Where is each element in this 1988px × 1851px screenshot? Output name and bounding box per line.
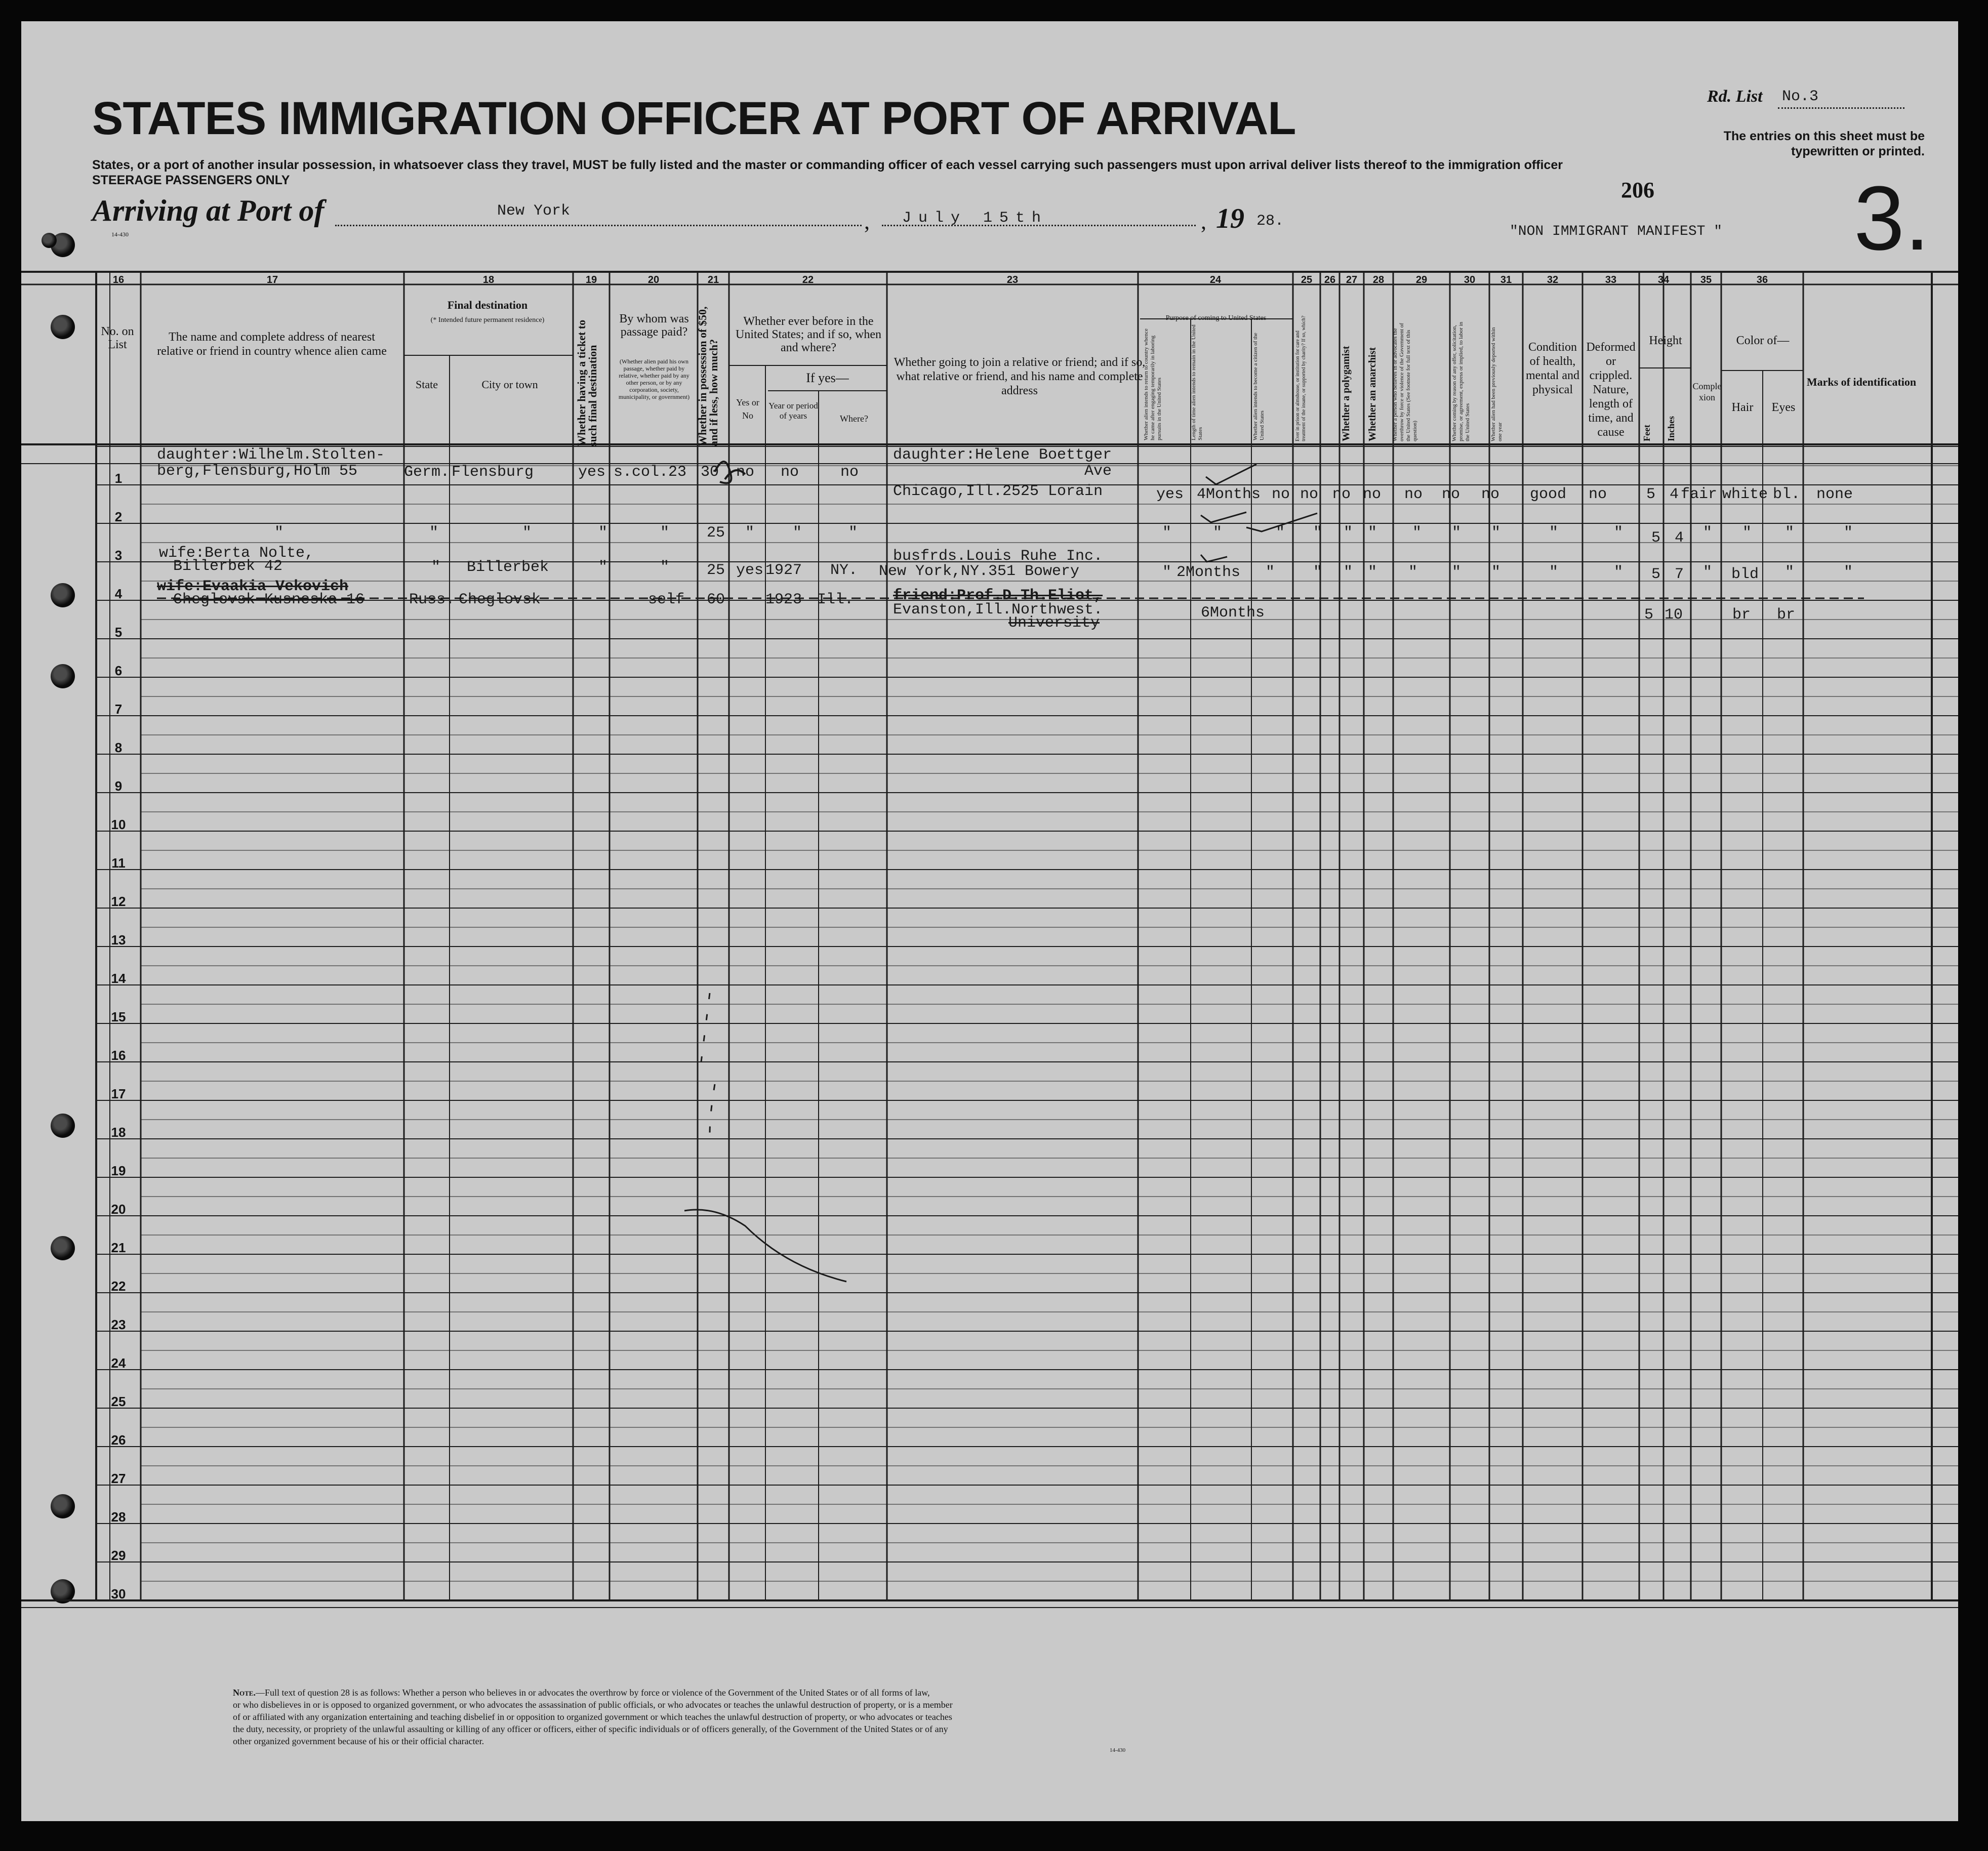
entry-4-state: Russ. (409, 591, 455, 608)
entry-2-citizen-ditto: " (1276, 524, 1285, 542)
header-final-destination: Final destination (447, 299, 528, 311)
page-number: 206 (1621, 178, 1654, 202)
row-number: 27 (111, 1471, 126, 1486)
entry-2-prison-ditto: " (1313, 524, 1323, 542)
entry-3-length: 2Months (1176, 564, 1241, 581)
entry-3-hair: bld (1731, 566, 1759, 583)
column-number: 25 (1301, 274, 1313, 285)
row-number: 21 (111, 1240, 126, 1255)
entry-3-feet: 5 (1651, 566, 1661, 583)
entry-2-passage-ditto: " (660, 524, 670, 542)
entry-3-q30-ditto: " (1491, 564, 1501, 581)
entry-1-year: no (781, 464, 799, 481)
entry-3-joining-line2: New York,NY.351 Bowery (879, 563, 1080, 580)
column-number: 18 (482, 274, 495, 285)
entry-2-where-ditto: " (848, 524, 858, 542)
row-number: 7 (114, 702, 123, 717)
row-number: 29 (111, 1548, 126, 1563)
entry-2-money: 25 (707, 524, 725, 542)
entry-1-feet: 5 (1646, 486, 1656, 503)
entry-2-q29-ditto: " (1452, 524, 1462, 542)
header-city: City or town (481, 378, 538, 391)
column-number: 36 (1756, 274, 1768, 285)
column-number: 32 (1547, 274, 1559, 285)
list-number: No.3 (1782, 88, 1819, 105)
entry-1-citizen: no (1272, 486, 1290, 503)
header-eyes: Eyes (1771, 401, 1796, 414)
column-number: 26 (1324, 274, 1336, 285)
entry-2-marks-ditto: " (1844, 524, 1853, 542)
entry-1-before: no (736, 464, 755, 481)
entry-1-complexion: fair (1681, 486, 1718, 503)
entry-3-before: yes (736, 562, 764, 579)
form-subtitle: States, or a port of another insular possession, in whatsoever class they travel, MUST be fully listed and the master or commanding officer of each vessel carrying such passengers must upon arrival deliver lists thereof to the immigration officer (92, 158, 1563, 172)
entry-4-relative-line2: Cheglovsk Kusneska 16 (173, 591, 365, 608)
column-number: 21 (707, 274, 719, 285)
entry-2-state-ditto: " (429, 524, 439, 542)
header-purpose: Purpose of coming to United States (1165, 314, 1267, 322)
entry-2-feet: 5 (1651, 529, 1661, 547)
column-number: 23 (1006, 274, 1019, 285)
header-purpose-return: Whether alien intends to return to country whence he came after engaging temporarily in laboring pursuits in the United States (1143, 328, 1162, 440)
header-polygamist: Whether a polygamist (1341, 346, 1352, 441)
entry-2-ticket-ditto: " (598, 524, 608, 542)
pencil-stroke (684, 1210, 846, 1282)
entry-1-money: 30 (701, 464, 719, 481)
checkmark (1201, 555, 1227, 562)
row-number: 6 (114, 663, 123, 678)
header-final-destination-note: (* Intended future permanent residence) (430, 316, 545, 324)
entry-4-joining-line2: Evanston,Ill.Northwest. (893, 601, 1103, 619)
entry-1-purpose: yes (1156, 486, 1184, 503)
header-passage: By whom was passage paid? (619, 312, 689, 339)
header-ticket: Whether having a ticket to such final destination (575, 319, 599, 446)
column-number: 19 (585, 274, 597, 285)
entry-4-joining-line1: friend:Prof.D.Th.Eliot, (893, 587, 1103, 604)
column-number: 33 (1605, 274, 1617, 285)
header-question-29: Whether coming by reason of any offer, solicitation, promise, or agreement, express or implied, to labor in the United States (1451, 321, 1471, 441)
row-number: 10 (111, 817, 126, 832)
entry-1-passage: s.col.23 (614, 464, 687, 481)
row-number: 5 (114, 625, 123, 640)
entry-2-purpose-ditto: " (1162, 524, 1172, 542)
entry-4-relative-line1: wife:Evaakia Vekovich (157, 578, 349, 595)
header-length-of-stay: Length of time alien intends to remain in the United States (1191, 324, 1203, 440)
year-prefix: 19 (1216, 203, 1244, 234)
entry-3-year: 1927 (765, 562, 802, 579)
header-yes-no: Yes or No (736, 397, 759, 421)
column-number: 27 (1346, 274, 1358, 285)
entry-2-polygamist-ditto: " (1344, 524, 1353, 542)
entry-2-length-ditto: " (1213, 524, 1223, 542)
entry-2-relative-ditto: " (274, 524, 284, 542)
footnote (233, 1687, 953, 1747)
comma: , (864, 209, 870, 234)
entry-1-anarchist: no (1363, 486, 1382, 503)
entry-1-relative-line1: daughter:Wilhelm.Stolten- (157, 446, 385, 464)
header-height: Height (1649, 334, 1682, 347)
entry-3-joining-line1: busfrds.Louis Ruhe Inc. (893, 548, 1103, 565)
entry-1-prison: no (1300, 486, 1319, 503)
entry-4-year: 1923 (765, 591, 802, 608)
column-number: 35 (1700, 274, 1712, 285)
row-number: 3 (114, 548, 123, 563)
arriving-label: Arriving at Port of (92, 194, 324, 227)
entry-1-joining-line3: Chicago,Ill.2525 Lorain (893, 483, 1103, 500)
column-number: 17 (266, 274, 278, 285)
header-prison: Ever in prison or almshouse, or institution for care and treatment of the insane, or supported by charity? If so, which? (1295, 315, 1307, 441)
entry-4-city: Cheglovsk (459, 591, 541, 608)
entry-3-complexion-ditto: " (1703, 564, 1713, 581)
header-anarchist: Whether an anarchist (1367, 347, 1378, 441)
checkmark (1206, 464, 1256, 484)
header-marks: Marks of identification (1806, 376, 1917, 388)
entry-2-anarchist-ditto: " (1368, 524, 1377, 542)
entry-1-deformed: no (1589, 486, 1607, 503)
entry-4-inches: 10 (1665, 606, 1683, 624)
column-number: 34 (1657, 274, 1670, 285)
row-number: 2 (114, 509, 123, 524)
footnote-line: or who disbelieves in or is opposed to organized government, or who advocates the assassination of public officials, or who advocates or teaches the unlawful destruction of property, or is a member (233, 1700, 953, 1710)
entry-1-joining-line1: daughter:Helene Boettger (893, 446, 1112, 464)
footnote-line: of or affiliated with any organization entertaining and teaching disbelief in or opposition to organized government or which teaches the unlawful destruction of property, or who advocates or teaches (233, 1712, 952, 1722)
entry-3-relative-line1: wife:Berta Nolte, (159, 545, 314, 562)
entry-3-health-ditto: " (1549, 564, 1559, 581)
column-number: 24 (1209, 274, 1222, 285)
comma: , (1201, 209, 1206, 234)
year-suffix: 28. (1256, 213, 1284, 230)
entry-1-polygamist: no (1332, 486, 1351, 503)
row-number: 4 (114, 586, 123, 601)
handwritten-marks (21, 21, 1958, 1821)
row-number: 25 (111, 1394, 126, 1409)
row-number: 26 (111, 1432, 126, 1448)
steerage-label: STEERAGE PASSENGERS ONLY (92, 173, 290, 187)
header-no-on-list: No. on List (101, 325, 134, 351)
pencil-stroke (700, 993, 715, 1135)
entry-2-eyes-ditto: " (1785, 524, 1795, 542)
entry-1-marks: none (1816, 486, 1853, 503)
header-joining: Whether going to join a relative or friend; and if so, what relative or friend, and his name and complete address (894, 356, 1146, 397)
money-correction-mark (715, 462, 745, 483)
header-deformed: Deformed or crippled. Nature, length of time, and cause (1586, 341, 1636, 439)
header-if-yes: If yes— (806, 371, 849, 385)
header-relative: The name and complete address of nearest relative or friend in country whence alien came (157, 331, 387, 358)
header-become-citizen: Whether alien intends to become a citizen of the United States (1252, 333, 1265, 440)
header-health: Condition of health, mental and physical (1526, 341, 1579, 396)
header-complexion: Complexion (1692, 381, 1722, 402)
entry-1-relative-line2: berg,Flensburg,Holm 55 (157, 463, 358, 480)
entry-1-joining-line2: Ave (1084, 463, 1112, 480)
entry-1-eyes: bl. (1773, 486, 1801, 503)
column-number: 28 (1372, 274, 1385, 285)
form-title: STATES IMMIGRATION OFFICER AT PORT OF ARRIVAL (92, 93, 1296, 144)
header-where: Where? (840, 414, 868, 424)
row-number: 15 (111, 1009, 126, 1024)
row-number: 16 (111, 1048, 126, 1063)
header-inches: Inches (1666, 416, 1676, 441)
entry-1-health: good (1530, 486, 1567, 503)
header-question-28: Whether a person who believes in or advocates the overthrow by force or violence of the Government of the United States (See footnote for full text of this question) (1392, 323, 1418, 441)
entry-2-inches: 4 (1675, 529, 1684, 547)
entry-4-passage: self (648, 591, 685, 608)
row-number: 1 (114, 471, 123, 486)
row-number: 9 (114, 778, 123, 794)
row-number: 13 (111, 932, 126, 948)
row-number: 20 (111, 1202, 126, 1217)
entry-3-inches: 7 (1675, 566, 1684, 583)
entry-3-passage-ditto: " (660, 559, 670, 576)
entry-1-hair: white (1722, 486, 1768, 503)
header-year-period: Year or period of years (768, 401, 818, 421)
entry-1-inches: 4 (1670, 486, 1679, 503)
row-number: 12 (111, 894, 126, 909)
entry-3-prison-ditto: " (1313, 564, 1323, 581)
entry-2-q30-ditto: " (1491, 524, 1501, 542)
entry-4-hair: br (1732, 606, 1751, 624)
entry-2-before-ditto: " (745, 524, 755, 542)
big-sheet-number: 3. (1854, 168, 1930, 269)
typewritten-note: The entries on this sheet must be typewritten or printed. (1723, 129, 1925, 158)
row-number: 11 (111, 855, 126, 871)
entry-1-where: no (840, 464, 859, 481)
entry-4-feet: 5 (1644, 606, 1654, 624)
entry-4-eyes: br (1777, 606, 1796, 624)
entry-4-length: 6Months (1201, 604, 1265, 622)
footnote-line: other organized government because of his or their official character. (233, 1736, 484, 1746)
row-number: 14 (111, 971, 126, 986)
header-feet: Feet (1642, 425, 1652, 441)
entry-1-q28: no (1404, 486, 1423, 503)
column-number: 22 (802, 274, 814, 285)
list-label: Rd. List (1707, 87, 1763, 106)
entry-1-state: Germ. (404, 464, 450, 481)
entry-3-where: NY. (830, 562, 858, 579)
row-number: 28 (111, 1509, 126, 1525)
entry-3-polygamist-ditto: " (1344, 564, 1353, 581)
column-number: 29 (1415, 274, 1428, 285)
form-code: 14-430 (111, 231, 129, 238)
entry-1-ticket: yes (578, 464, 606, 481)
entry-1-length: 4Months (1197, 486, 1261, 503)
entry-2-q28-ditto: " (1412, 524, 1422, 542)
entry-3-anarchist-ditto: " (1368, 564, 1377, 581)
header-color-of: Color of— (1736, 334, 1790, 347)
row-number: 24 (111, 1355, 126, 1371)
entry-3-state-ditto: " (431, 559, 441, 576)
manifest-sheet (21, 21, 1958, 1821)
entry-3-ticket-ditto: " (598, 559, 608, 576)
entry-4-joining-line3: University (1008, 614, 1100, 632)
entry-2-city-ditto: " (522, 524, 532, 542)
header-passage-note: (Whether alien paid his own passage, whether paid by relative, whether paid by any other person, or by any corporation, society, municipality, or government) (618, 358, 690, 400)
entry-3-marks-ditto: " (1844, 564, 1853, 581)
entry-1-city: Flensburg (452, 464, 534, 481)
footnote-line: —Full text of question 28 is as follows: Whether a person who believes in or advocates the overthrow by force or violence of the Government of the United States or of all forms of law, (255, 1688, 930, 1698)
entry-3-city: Billerbek (467, 559, 549, 576)
row-number: 8 (114, 740, 123, 755)
column-number: 31 (1500, 274, 1512, 285)
entry-3-q28-ditto: " (1408, 564, 1418, 581)
date-value: July 15th (902, 210, 1048, 227)
entry-4-where: Ill. (817, 591, 854, 608)
entry-3-money: 25 (707, 562, 725, 579)
entry-3-relative-line2: Billerbek 42 (173, 558, 283, 575)
row-number: 22 (111, 1279, 126, 1294)
entry-1-q30: no (1481, 486, 1500, 503)
footnote-label: Note. (233, 1688, 256, 1698)
column-number: 20 (647, 274, 660, 285)
entry-3-deformed-ditto: " (1614, 564, 1624, 581)
footnote-line: the duty, necessity, or propriety of the unlawful assaulting or killing of any officer or officers, either of specific individuals or of officers generally, of the Government of the United States or of any (233, 1724, 948, 1734)
entry-2-deformed-ditto: " (1614, 524, 1624, 542)
row-number: 18 (111, 1125, 126, 1140)
row-number: 19 (111, 1163, 126, 1178)
entry-3-citizen-ditto: " (1266, 564, 1275, 581)
header-state: State (416, 378, 438, 391)
entry-3-q29-ditto: " (1452, 564, 1462, 581)
header-question-30: Whether alien had been previously deported within one year (1490, 327, 1503, 441)
header-hair: Hair (1731, 401, 1754, 414)
entry-2-year-ditto: " (793, 524, 802, 542)
column-number: 30 (1464, 274, 1476, 285)
header-before-in-us: Whether ever before in the United States; and if so, when and where? (736, 315, 881, 354)
row-number: 23 (111, 1317, 126, 1332)
entry-1-q29: no (1442, 486, 1460, 503)
entry-4-money: 60 (707, 591, 725, 608)
checkmark (1201, 512, 1246, 522)
footnote-code: 14-430 (1110, 1747, 1126, 1753)
entry-2-health-ditto: " (1549, 524, 1559, 542)
manifest-type: "NON IMMIGRANT MANIFEST " (1510, 224, 1723, 239)
header-money: Whether in possession of $50, and if less, how much? (696, 306, 720, 446)
row-number: 30 (111, 1586, 126, 1601)
entry-2-hair-ditto: " (1742, 524, 1752, 542)
checkmark (1246, 513, 1317, 531)
entry-2-complexion-ditto: " (1703, 524, 1713, 542)
port-value: New York (497, 202, 571, 220)
entry-3-purpose-ditto: " (1162, 564, 1172, 581)
row-number: 17 (111, 1086, 126, 1101)
entry-3-eyes-ditto: " (1785, 564, 1795, 581)
column-number: 16 (112, 274, 125, 285)
